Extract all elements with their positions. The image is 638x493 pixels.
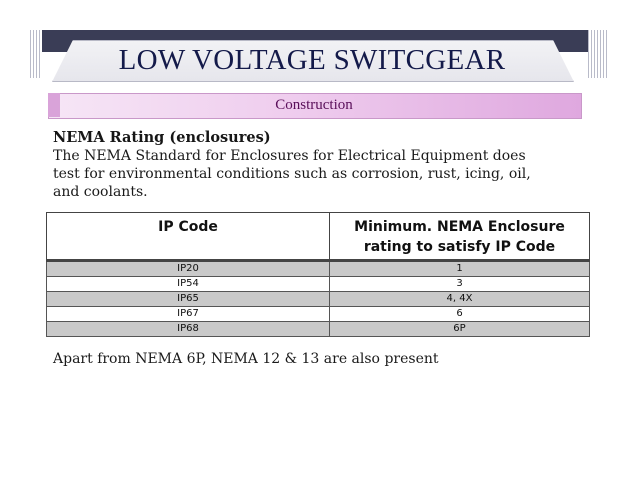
table-row: [47, 277, 590, 292]
table-row: [47, 322, 590, 337]
cell-nema-rating: 4, 4X: [330, 292, 590, 307]
cell-nema-rating: 3: [330, 277, 590, 292]
cell-ip-code: IP68: [47, 322, 330, 337]
cell-nema-rating: 6: [330, 307, 590, 322]
section-title: NEMA Rating (enclosures): [53, 129, 271, 146]
section-paragraph: The NEMA Standard for Enclosures for Electrical Equipment does test for environmental conditions such as corrosion, rust, icing, oil, and coolants.: [53, 148, 531, 200]
table-header-row: [47, 213, 590, 261]
cell-ip-code: IP65: [47, 292, 330, 307]
cell-ip-code: IP54: [47, 277, 330, 292]
table-row: [47, 292, 590, 307]
header-nema-rating: Minimum. NEMA Enclosure rating to satisfy IP Code: [330, 213, 590, 261]
table-row: [47, 307, 590, 322]
cell-nema-rating: 1: [330, 261, 590, 277]
cell-nema-rating: 6P: [330, 322, 590, 337]
ip-nema-table: [46, 212, 590, 337]
subheading-text: Construction: [275, 96, 353, 113]
cell-ip-code: IP67: [47, 307, 330, 322]
footer-note: Apart from NEMA 6P, NEMA 12 & 13 are also present: [53, 351, 439, 367]
banner-stripes-right: [588, 30, 608, 78]
page-title: LOW VOLTAGE SWITCGEAR: [118, 43, 506, 76]
table-row: [47, 261, 590, 277]
banner-stripes-left: [30, 30, 42, 78]
cell-ip-code: IP20: [47, 261, 330, 277]
header-ip-code: IP Code: [47, 213, 330, 261]
